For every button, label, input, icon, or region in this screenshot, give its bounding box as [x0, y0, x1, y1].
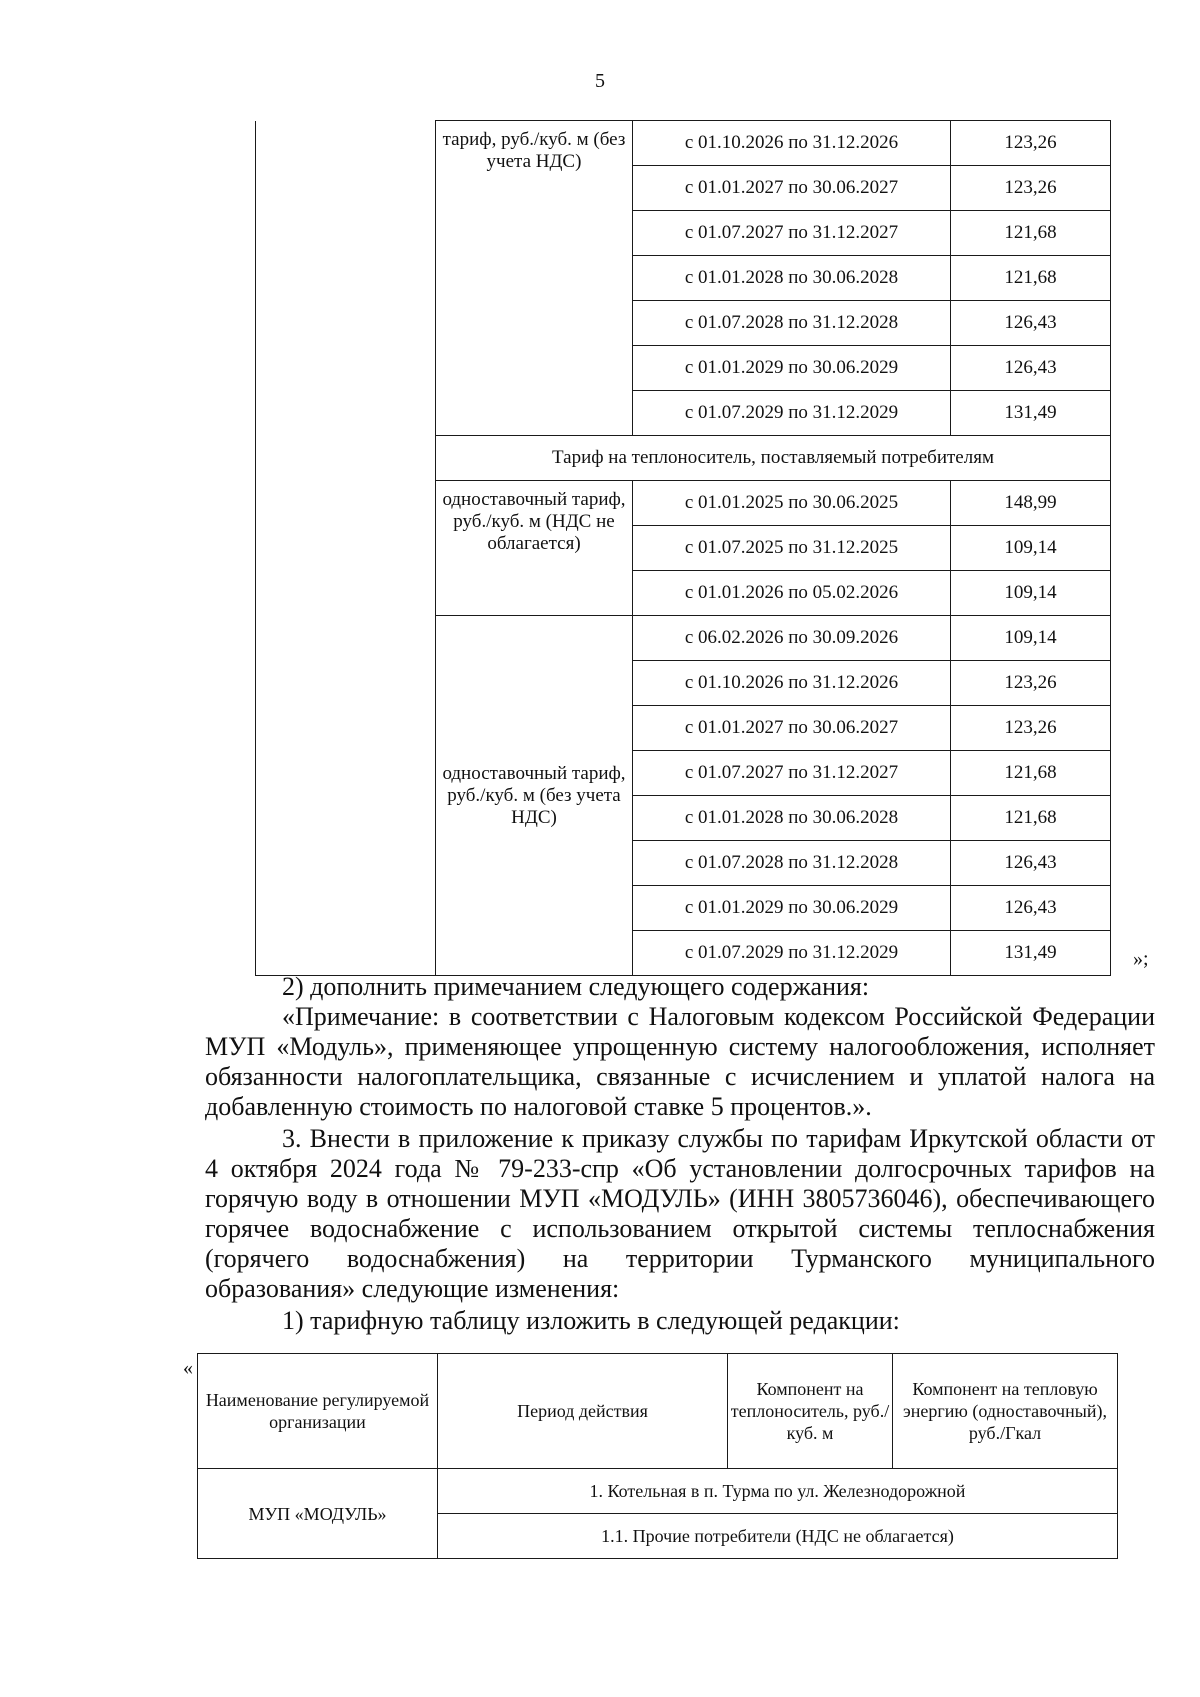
period-cell: с 01.07.2028 по 31.12.2028 — [633, 301, 951, 346]
boiler-house-row: 1. Котельная в п. Турма по ул. Железнодорожной — [438, 1469, 1118, 1514]
value-cell: 121,68 — [951, 751, 1111, 796]
closing-quote-mark: »; — [1133, 948, 1149, 970]
period-cell: с 01.07.2029 по 31.12.2029 — [633, 931, 951, 976]
tariff-label-group-2: одноставочный тариф, руб./куб. м (без учета НДС) — [436, 616, 633, 976]
tariff-table — [255, 120, 1128, 976]
item-3-paragraph: 3. Внести в приложение к приказу службы по тарифам Иркутской области от 4 октября 2024 года № 79-233-спр «Об установлении долгосрочных тарифов на горячую воду в отношении МУП «МОДУЛЬ» (ИНН 3805736046), обеспечивающего горячее водоснабжение с использованием открытой системы теплоснабжения (горячего водоснабжения) на территории Турманского муниципального образования» следующие изменения: — [205, 1124, 1155, 1303]
header-heat-component: Компонент на тепловую энергию (одноставочный), руб./Гкал — [893, 1354, 1118, 1469]
header-organization: Наименование регулируемой организации — [198, 1354, 438, 1469]
value-cell: 121,68 — [951, 211, 1111, 256]
value-cell: 123,26 — [951, 166, 1111, 211]
value-cell: 131,49 — [951, 931, 1111, 976]
margin-cell — [1111, 751, 1128, 796]
period-cell: с 06.02.2026 по 30.09.2026 — [633, 616, 951, 661]
value-cell: 126,43 — [951, 301, 1111, 346]
margin-cell — [1111, 796, 1128, 841]
table-row — [198, 1469, 1118, 1514]
header-coolant-component: Компонент на теплоноситель, руб./куб. м — [728, 1354, 893, 1469]
value-cell: 121,68 — [951, 256, 1111, 301]
margin-cell — [1111, 301, 1128, 346]
period-cell: с 01.01.2027 по 30.06.2027 — [633, 166, 951, 211]
value-cell: 123,26 — [951, 121, 1111, 166]
period-cell: с 01.10.2026 по 31.12.2026 — [633, 661, 951, 706]
consumers-row: 1.1. Прочие потребители (НДС не облагается) — [438, 1514, 1118, 1559]
period-cell: с 01.07.2027 по 31.12.2027 — [633, 751, 951, 796]
table-header-row — [198, 1354, 1118, 1469]
period-cell: с 01.01.2029 по 30.06.2029 — [633, 886, 951, 931]
period-cell: с 01.01.2028 по 30.06.2028 — [633, 796, 951, 841]
value-cell: 121,68 — [951, 796, 1111, 841]
page-number: 5 — [595, 70, 605, 92]
margin-cell — [1111, 121, 1128, 166]
period-cell: с 01.07.2027 по 31.12.2027 — [633, 211, 951, 256]
margin-cell — [1111, 481, 1128, 526]
value-cell: 126,43 — [951, 886, 1111, 931]
value-cell: 126,43 — [951, 841, 1111, 886]
margin-cell — [1111, 706, 1128, 751]
period-cell: с 01.01.2027 по 30.06.2027 — [633, 706, 951, 751]
value-cell: 109,14 — [951, 571, 1111, 616]
margin-cell — [1111, 616, 1128, 661]
margin-cell — [1111, 211, 1128, 256]
value-cell: 109,14 — [951, 526, 1111, 571]
value-cell: 131,49 — [951, 391, 1111, 436]
margin-cell — [1111, 931, 1128, 976]
value-cell: 123,26 — [951, 706, 1111, 751]
tariff-label-group-1: одноставочный тариф, руб./куб. м (НДС не облагается) — [436, 481, 633, 616]
margin-cell — [1111, 661, 1128, 706]
margin-cell — [1111, 436, 1128, 481]
tariff-label-top: тариф, руб./куб. м (без учета НДС) — [436, 121, 633, 436]
margin-cell — [1111, 526, 1128, 571]
value-cell: 148,99 — [951, 481, 1111, 526]
header-period: Период действия — [438, 1354, 728, 1469]
period-cell: с 01.01.2029 по 30.06.2029 — [633, 346, 951, 391]
period-cell: с 01.10.2026 по 31.12.2026 — [633, 121, 951, 166]
table-row — [256, 121, 1128, 166]
second-tariff-table — [197, 1353, 1118, 1559]
period-cell: с 01.07.2028 по 31.12.2028 — [633, 841, 951, 886]
organization-name: МУП «МОДУЛЬ» — [198, 1469, 438, 1559]
period-cell: с 01.01.2026 по 05.02.2026 — [633, 571, 951, 616]
period-cell: с 01.01.2025 по 30.06.2025 — [633, 481, 951, 526]
margin-cell — [1111, 886, 1128, 931]
opening-quote-mark: « — [183, 1357, 193, 1379]
value-cell: 126,43 — [951, 346, 1111, 391]
note-paragraph: «Примечание: в соответствии с Налоговым кодексом Российской Федерации МУП «Модуль», применяющее упрощенную систему налогообложения, исполняет обязанности налогоплательщика, связанные с исчислением и уплатой налога на добавленную стоимость по налоговой ставке 5 процентов.». — [205, 1002, 1155, 1121]
period-cell: с 01.07.2025 по 31.12.2025 — [633, 526, 951, 571]
margin-cell — [1111, 571, 1128, 616]
period-cell: с 01.01.2028 по 30.06.2028 — [633, 256, 951, 301]
value-cell: 109,14 — [951, 616, 1111, 661]
period-cell: с 01.07.2029 по 31.12.2029 — [633, 391, 951, 436]
margin-cell — [1111, 346, 1128, 391]
item-3-1-paragraph: 1) тарифную таблицу изложить в следующей редакции: — [282, 1306, 900, 1335]
item-2-paragraph: 2) дополнить примечанием следующего содержания: — [282, 972, 870, 1001]
value-cell: 123,26 — [951, 661, 1111, 706]
margin-cell — [1111, 256, 1128, 301]
margin-cell — [1111, 841, 1128, 886]
section-title: Тариф на теплоноситель, поставляемый потребителям — [436, 436, 1111, 481]
empty-column-cell — [256, 121, 436, 976]
margin-cell — [1111, 391, 1128, 436]
margin-cell — [1111, 166, 1128, 211]
